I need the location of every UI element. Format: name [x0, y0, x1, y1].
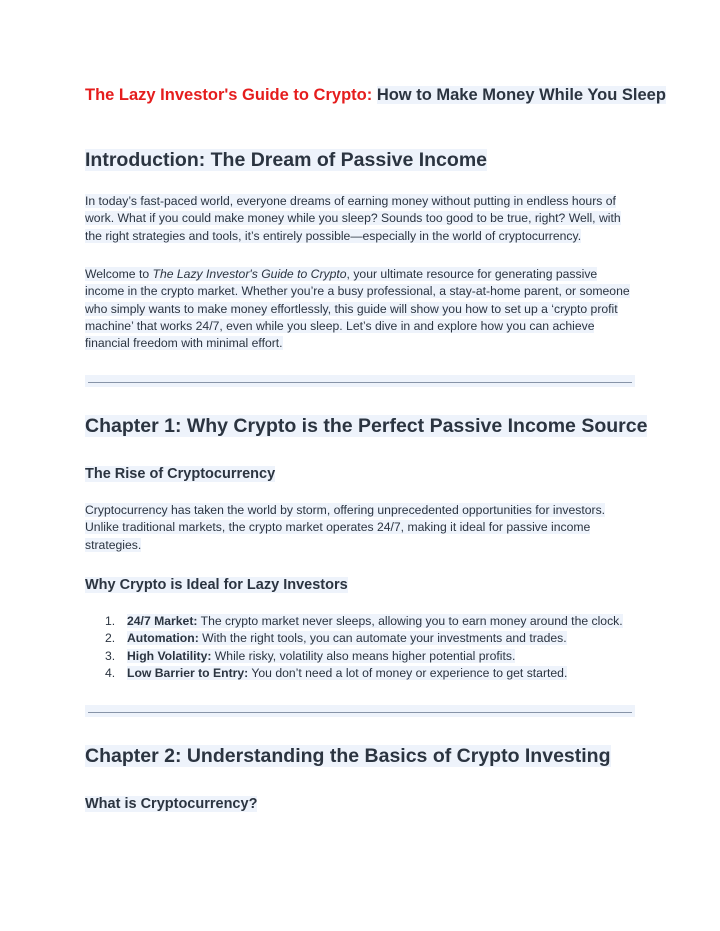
list-item: 1. 24/7 Market: The crypto market never sleeps, allowing you to earn money around the clock. [105, 614, 623, 628]
section-divider [85, 375, 635, 387]
list-item: 4. Low Barrier to Entry: You don’t need a lot of money or experience to get started. [105, 665, 568, 680]
chapter-1-subheading-1: The Rise of Cryptocurrency [85, 466, 276, 482]
intro-paragraph-2: Welcome to The Lazy Investor's Guide to Crypto, your ultimate resource for generating passive income in the crypto market. Whether you’re a busy professional, a stay-at-home parent, or someone who simply wants to make money effortlessly, this guide will show you how to set up a ‘crypto profit machine’ that works 24/7, even while you sleep. Let’s dive in and explore how you can achieve financial freedom with minimal effort. [85, 267, 630, 351]
document-title [85, 84, 666, 106]
intro-paragraph-1: In today’s fast-paced world, everyone dreams of earning money without putting in endless hours of work. What if you could make money while you sleep? Sounds too good to be true, right? Well, with the right strategies and tools, it’s entirely possible—especially in the world of cryptocurrency. [85, 194, 621, 243]
intro-heading: Introduction: The Dream of Passive Income [85, 149, 487, 171]
chapter-1-paragraph: Cryptocurrency has taken the world by storm, offering unprecedented opportunities for investors. Unlike traditional markets, the crypto market operates 24/7, making it ideal for passive income strategies. [85, 503, 606, 552]
chapter-2-subheading-1: What is Cryptocurrency? [85, 796, 258, 812]
chapter-2-heading: Chapter 2: Understanding the Basics of Crypto Investing [85, 745, 611, 767]
book-title-italic: The Lazy Investor's Guide to Crypto [152, 267, 347, 281]
chapter-1-heading: Chapter 1: Why Crypto is the Perfect Passive Income Source [85, 415, 648, 437]
title-part-1: The Lazy Investor's Guide to Crypto: [85, 86, 373, 104]
section-divider [85, 705, 635, 717]
title-part-2: How to Make Money While You Sleep [376, 86, 666, 104]
list-item: 2. Automation: With the right tools, you can automate your investments and trades. [105, 631, 567, 646]
reasons-list [85, 613, 635, 682]
list-item: 3. High Volatility: While risky, volatility also means higher potential profits. [105, 648, 516, 663]
chapter-1-subheading-2: Why Crypto is Ideal for Lazy Investors [85, 577, 348, 593]
